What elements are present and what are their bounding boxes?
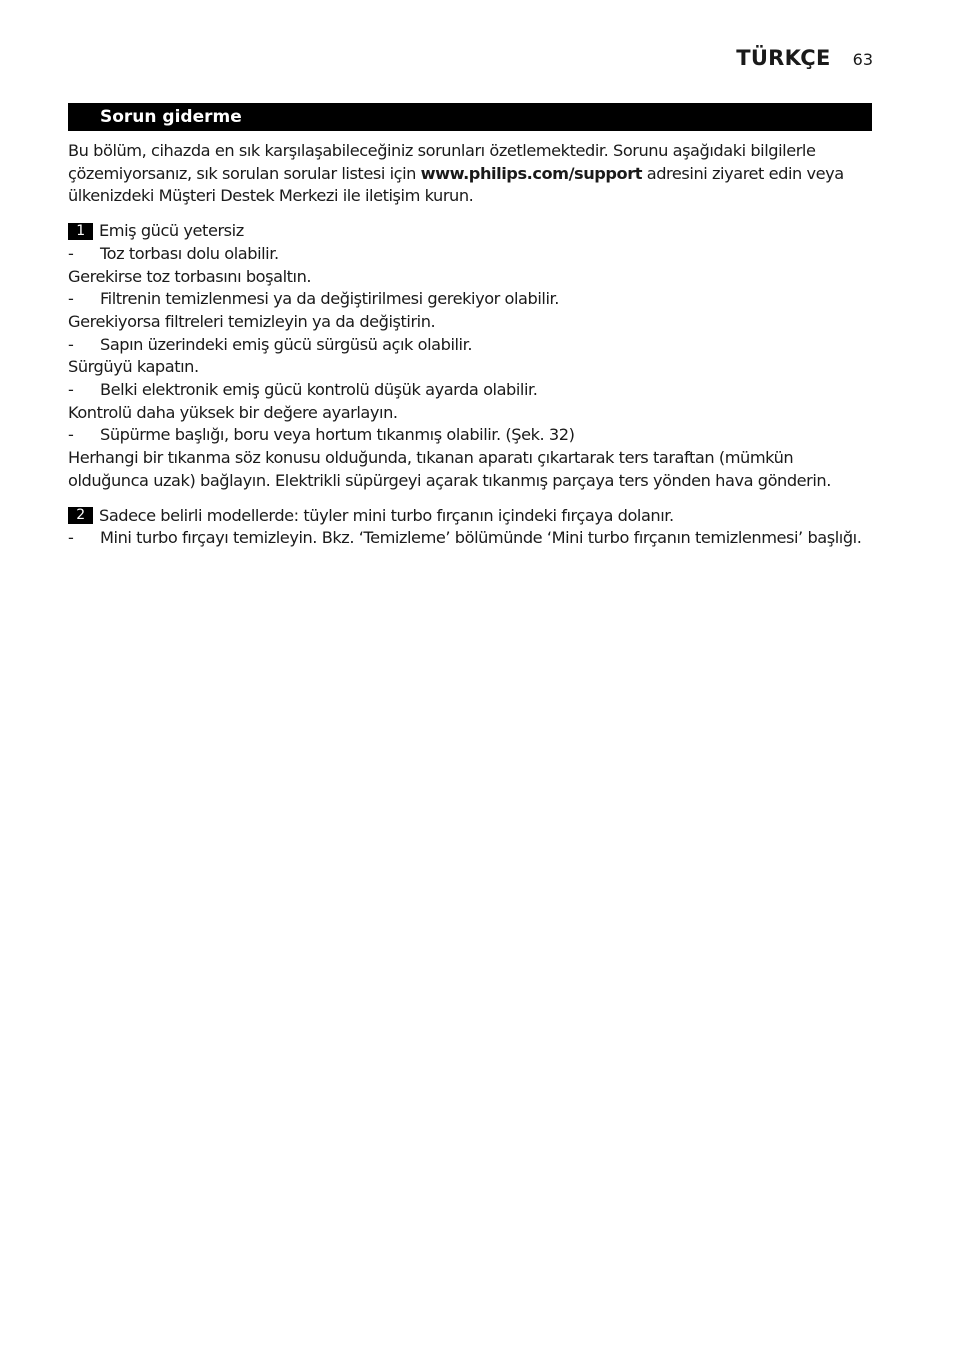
solution-text: Sürgüyü kapatın. [68, 357, 199, 377]
bullet-dash: - [68, 425, 74, 445]
cause-text: Belki elektronik emiş gücü kontrolü düşük ayarda olabilir. [100, 380, 538, 400]
bullet-dash: - [68, 380, 74, 400]
page-number: 63 [852, 50, 873, 69]
cause-item [68, 527, 876, 550]
support-url: www.philips.com/support [420, 163, 643, 183]
section-heading: Sorun giderme [68, 103, 872, 131]
bullet-dash: - [68, 334, 74, 354]
problem-title-row [68, 220, 876, 243]
language-title: TÜRKÇE [736, 46, 831, 70]
cause-text: Mini turbo fırçayı temizleyin. Bkz. ‘Temizleme’ bölümünde ‘Mini turbo fırçanın temizlenmesi’ başlığı. [100, 528, 862, 548]
page-content [68, 140, 876, 550]
cause-text: Toz torbası dolu olabilir. [100, 243, 279, 263]
problem-number-badge: 1 [68, 223, 93, 240]
cause-item [68, 379, 876, 402]
bullet-dash: - [68, 243, 74, 263]
problem-title: Sadece belirli modellerde: tüyler mini turbo fırçanın içindeki fırçaya dolanır. [99, 505, 674, 525]
problem-title: Emiş gücü yetersiz [99, 221, 244, 241]
cause-item [68, 243, 876, 266]
problem-item [68, 505, 876, 550]
solution-text: Gerekirse toz torbasını boşaltın. [68, 266, 312, 286]
intro-text-end: adresini ziyaret edin veya ülkenizdeki Müşteri Destek Merkezi ile iletişim kurun. [68, 163, 844, 206]
bullet-dash: - [68, 528, 74, 548]
bullet-dash: - [68, 289, 74, 309]
cause-text: Filtrenin temizlenmesi ya da değiştirilmesi gerekiyor olabilir. [100, 289, 559, 309]
solution-text: Kontrolü daha yüksek bir değere ayarlayın. [68, 402, 398, 422]
cause-item [68, 288, 876, 311]
problem-title-row [68, 505, 876, 528]
page-header [736, 46, 873, 70]
solution-text: Gerekiyorsa filtreleri temizleyin ya da değiştirin. [68, 311, 436, 331]
cause-item [68, 424, 876, 447]
cause-item [68, 334, 876, 357]
problem-item [68, 220, 876, 492]
solution-text: Herhangi bir tıkanma söz konusu olduğunda, tıkanan aparatı çıkartarak ters taraftan (mümkün olduğunca uzak) bağlayın. Elektrikli süpürgeyi açarak tıkanmış parçaya ters yönden hava gönderin. [68, 448, 831, 490]
problem-number-badge: 2 [68, 507, 93, 524]
cause-text: Sapın üzerindeki emiş gücü sürgüsü açık olabilir. [100, 334, 473, 354]
intro-paragraph [68, 140, 876, 208]
cause-text: Süpürme başlığı, boru veya hortum tıkanmış olabilir. (Şek. 32) [100, 425, 575, 445]
intro-text-start: Bu bölüm, cihazda en sık karşılaşabileceğiniz sorunları özetlemektedir. Sorunu aşağıdaki bilgilerle çözemiyorsanız, sık sorulan sorular listesi için [68, 141, 816, 183]
